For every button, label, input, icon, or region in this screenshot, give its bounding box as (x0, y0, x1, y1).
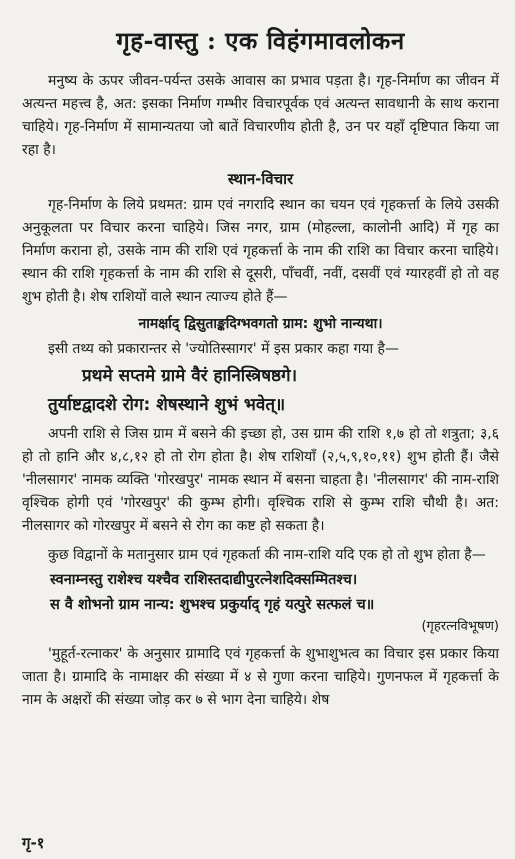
paragraph-muhurta-ratnakar: 'मुहूर्त-रत्नाकर' के अनुसार ग्रामादि एवं गृहकर्त्ता के शुभाशुभत्व का विचार इस प्रकार किया जाता है। ग्रामादि के नामाक्षर की संख्या में ४ से गुणा करना चाहिये। गुणनफल में गृहकर्त्ता के नाम के अक्षरों की संख्या जोड़ कर ७ से भाग देना चाहिये। शेष (22, 646, 499, 708)
verse-1-line-2: तुर्याष्टद्वादशे रोग: शेषस्थाने शुभं भवेत्॥ (48, 395, 286, 415)
verse-block-2 (22, 569, 499, 637)
verse-block-1 (22, 363, 499, 419)
sloka-line: नामर्क्षाद् द्विसुताङ्कदिग्भवगतो ग्राम: शुभो नान्यथा। (138, 316, 383, 332)
section-heading: स्थान-विचार (227, 170, 294, 188)
paragraph-jyotissagar: इसी तथ्य को प्रकारान्तर से 'ज्योतिस्सागर' में इस प्रकार कहा गया है— (48, 341, 399, 357)
paragraph-location: गृह-निर्माण के लिये प्रथमत: ग्राम एवं नगरादि स्थान का चयन एवं गृहकर्त्ता के लिये उसकी अनुकूलता पर विचार करना चाहिये। जिस नगर, ग्राम (मोहल्ला, कालोनी आदि) में गृह का निर्माण कराना हो, उसके नाम की राशि एवं गृहकर्त्ता के नाम की राशि का विचार करना चाहिये। स्थान की राशि गृहकर्त्ता के नाम की राशि से दूसरी, पाँचवीं, नवीं, दसवीं एवं ग्यारहवीं हो तो वह शुभ होती है। शेष राशियों वाले स्थान त्याज्य होते हैं— (22, 197, 499, 305)
page-title: गृह-वास्तु : एक विहंगमावलोकन (116, 26, 405, 55)
verse-2-line-2: स वै शोभनो ग्राम नान्य: शुभश्च प्रकुर्याद् गृहं यत्पुरे सत्फलं च॥ (50, 597, 375, 613)
paragraph-rashi-example: अपनी राशि से जिस ग्राम में बसने की इच्छा हो, उस ग्राम की राशि १,७ हो तो शत्रुता; ३,६ हो तो हानि और ४,८,१२ हो तो रोग होता है। शेष राशियाँ (२,५,९,१०,११) शुभ होती हैं। जैसे 'नीलसागर' नामक व्यक्ति 'गोरखपुर' नामक स्थान में बसना चाहता है। 'नीलसागर' की नाम-राशि वृश्चिक होगी एवं 'गोरखपुर' की कुम्भ होगी। वृश्चिक राशि से कुम्भ राशि चौथी है। अत: नीलसागर को गोरखपुर में बसने से रोग का कष्ट हो सकता है। (22, 426, 499, 534)
verse-2-line-1: स्वनाम्नस्तु राशेश्च यश्चैव राशिस्तदाद्यीपुरत्नेशदिक्सम्मितश्च। (50, 572, 358, 588)
verse-2-source: (गृहरत्नविभूषण) (421, 619, 499, 634)
paragraph-scholars: कुछ विद्वानों के मतानुसार ग्राम एवं गृहकर्ता की नाम-राशि यदि एक हो तो शुभ होता है— (48, 547, 486, 563)
page-footer-mark: गृ-१ (22, 834, 45, 852)
intro-paragraph: मनुष्य के ऊपर जीवन-पर्यन्त उसके आवास का प्रभाव पड़ता है। गृह-निर्माण का जीवन में अत्यन्त महत्त्व है, अत: इसका निर्माण गम्भीर विचारपूर्वक एवं अत्यन्त सावधानी के साथ कराना चाहिये। गृह-निर्माण में सामान्यतया जो बातें विचारणीय होती है, उन पर यहाँ दृष्टिपात किया जा रहा है। (22, 73, 499, 158)
verse-1-line-1: प्रथमे सप्तमे ग्रामे वैरं हानिस्त्रिषष्ठगे। (82, 366, 298, 386)
